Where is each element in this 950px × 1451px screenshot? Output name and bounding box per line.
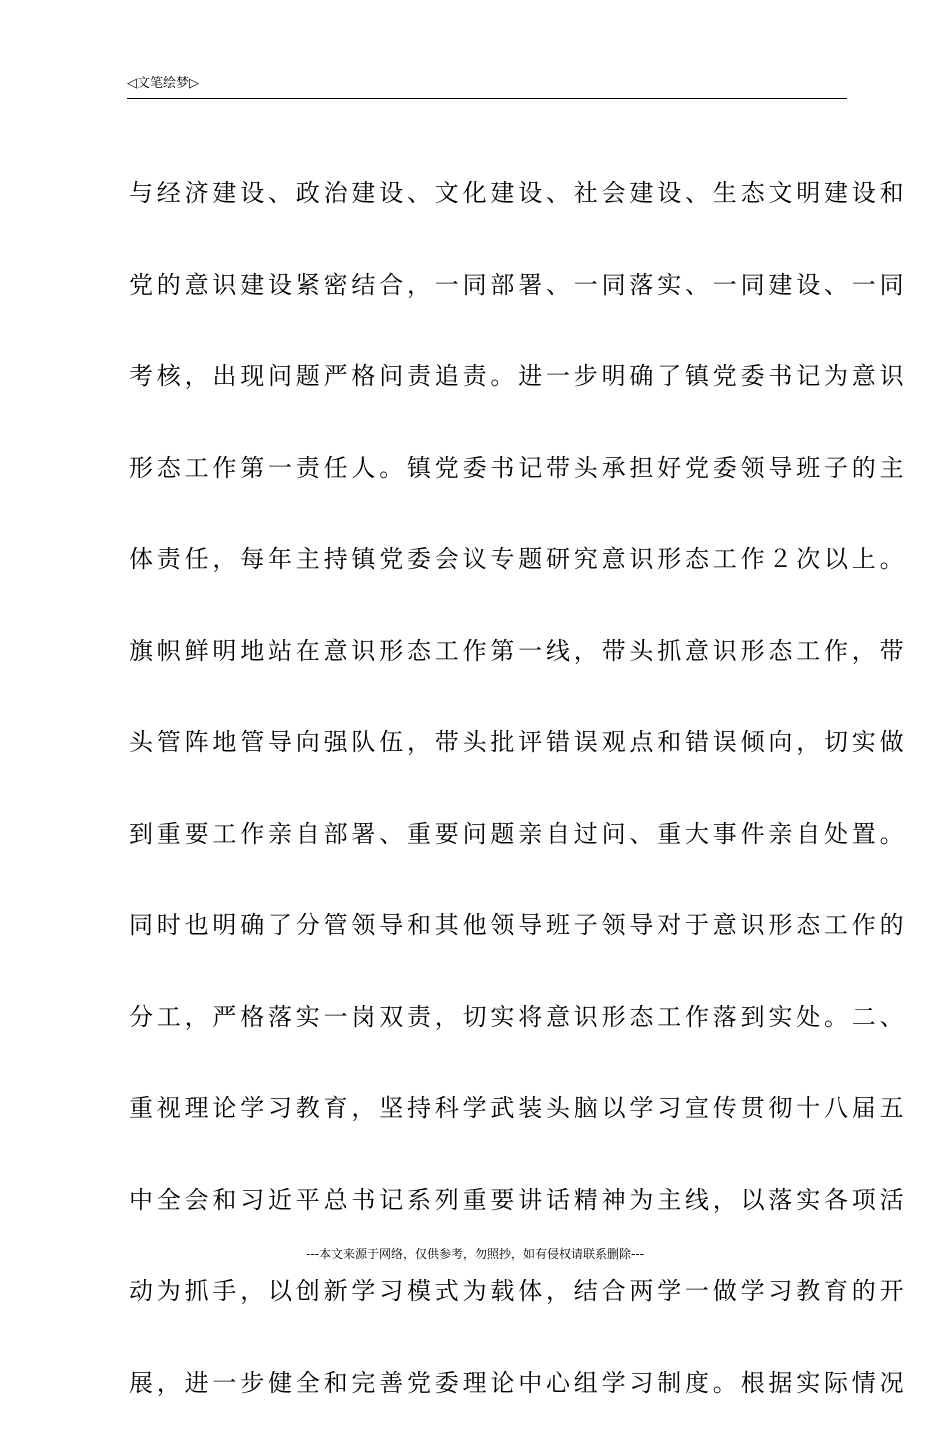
body-line: 到重要工作亲自部署、重要问题亲自过问、重大事件亲自处置。 (129, 819, 908, 848)
body-line: 中全会和习近平总书记系列重要讲话精神为主线，以落实各项活 (129, 1185, 908, 1214)
body-line: 重视理论学习教育，坚持科学武装头脑以学习宣传贯彻十八届五 (129, 1094, 908, 1122)
body-line: 旗帜鲜明地站在意识形态工作第一线，带头抓意识形态工作，带 (129, 636, 908, 665)
body-line: 体责任，每年主持镇党委会议专题研究意识形态工作２次以上。 (129, 545, 908, 573)
body-line: 同时也明确了分管领导和其他领导班子领导对于意识形态工作的 (129, 911, 908, 939)
body-line: 与经济建设、政治建设、文化建设、社会建设、生态文明建设和 (129, 179, 908, 207)
body-line: 形态工作第一责任人。镇党委书记带头承担好党委领导班子的主 (129, 453, 908, 482)
body-line: 考核，出现问题严格问责追责。进一步明确了镇党委书记为意识 (129, 362, 908, 390)
page-header (127, 74, 847, 99)
page-footer: ---本文来源于网络，仅供参考，勿照抄，如有侵权请联系删除--- (306, 1247, 644, 1261)
body-line: 党的意识建设紧密结合，一同部署、一同落实、一同建设、一同 (129, 270, 908, 299)
header-title: ◁文笔绘梦▷ (127, 76, 199, 91)
body-line: 动为抓手，以创新学习模式为载体，结合两学一做学习教育的开 (129, 1277, 908, 1305)
body-line: 分工，严格落实一岗双责，切实将意识形态工作落到实处。二、 (129, 1002, 908, 1031)
body-line: 头管阵地管导向强队伍，带头批评错误观点和错误倾向，切实做 (129, 728, 908, 756)
body-line: 展，进一步健全和完善党委理论中心组学习制度。根据实际情况 (129, 1368, 908, 1397)
